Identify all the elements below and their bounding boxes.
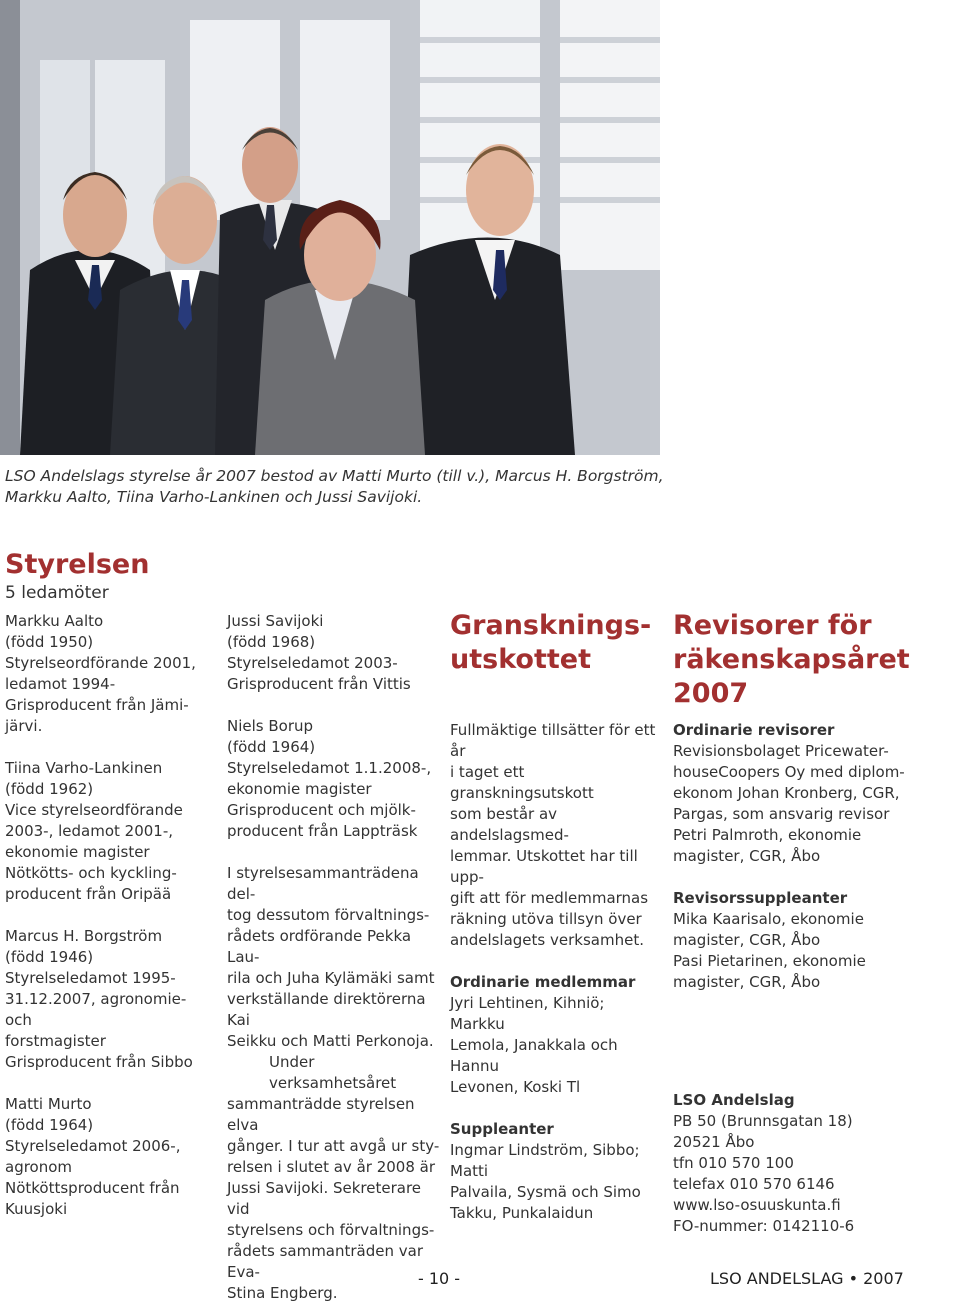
paragraph-line: rila och Juha Kylämäki samt xyxy=(227,969,435,987)
revisorer-section xyxy=(673,609,958,993)
photo-caption: LSO Andelslags styrelse år 2007 bestod av Matti Murto (till v.), Marcus H. Borgström, Markku Aalto, Tiina Varho-Lankinen och Jussi Savijoki. xyxy=(5,467,664,506)
paragraph-line: Mika Kaarisalo, ekonomie xyxy=(673,910,864,928)
publication-footer: LSO ANDELSLAG • 2007 xyxy=(710,1269,904,1288)
board-year-summary xyxy=(227,1052,445,1304)
member-line: Nötköttsproducent från xyxy=(5,1179,180,1197)
paragraph-line: Takku, Punkalaidun xyxy=(450,1204,594,1222)
contact-fax: telefax 010 570 6146 xyxy=(673,1175,835,1193)
contact-business-id: FO-nummer: 0142110-6 xyxy=(673,1217,855,1235)
granskning-title xyxy=(450,609,662,677)
revisorer-title-line: Revisorer för xyxy=(673,610,872,641)
revisorer-title xyxy=(673,609,958,711)
styrelsen-header xyxy=(5,548,149,604)
member-line: Styrelseledamot 2003- xyxy=(227,654,398,672)
paragraph-line: rådets sammanträden var Eva- xyxy=(227,1242,424,1281)
member-line: Marcus H. Borgström xyxy=(5,927,163,945)
member-markku-aalto xyxy=(5,611,215,737)
paragraph-line: rådets ordförande Pekka Lau- xyxy=(227,927,412,966)
member-line: producent från Oripää xyxy=(5,885,172,903)
contact-phone: tfn 010 570 100 xyxy=(673,1154,794,1172)
member-jussi-savijoki xyxy=(227,611,445,695)
member-line: (född 1950) xyxy=(5,633,94,651)
member-niels-borup xyxy=(227,716,445,842)
member-line: agronom xyxy=(5,1158,73,1176)
paragraph-line: Palvaila, Sysmä och Simo xyxy=(450,1183,641,1201)
paragraph-line: ekonom Johan Kronberg, CGR, xyxy=(673,784,900,802)
paragraph-line: gift att för medlemmarnas xyxy=(450,889,649,907)
member-line: Matti Murto xyxy=(5,1095,92,1113)
board-members-column-1 xyxy=(5,611,215,1220)
member-line: Niels Borup xyxy=(227,717,314,735)
member-line: (född 1946) xyxy=(5,948,94,966)
paragraph-line: som består av andelslagsmed- xyxy=(450,805,569,844)
member-line: Styrelseledamot 1995- xyxy=(5,969,176,987)
paragraph-line: houseCoopers Oy med diplom- xyxy=(673,763,905,781)
paragraph-line: i taget ett granskningsutskott xyxy=(450,763,594,802)
member-line: (född 1964) xyxy=(227,738,316,756)
member-line: ekonomie magister xyxy=(227,780,372,798)
member-line: ekonomie magister xyxy=(5,843,150,861)
styrelsen-title: Styrelsen xyxy=(5,549,150,580)
member-matti-murto xyxy=(5,1094,215,1220)
granskningsutskottet-section xyxy=(450,609,662,1224)
page-number: - 10 - xyxy=(418,1269,461,1288)
member-line: Kuusjoki xyxy=(5,1200,68,1218)
member-line: Grisproducent från Jämi- xyxy=(5,696,189,714)
contact-block xyxy=(673,1090,958,1237)
paragraph-line: verkställande direktörerna Kai xyxy=(227,990,426,1029)
member-line: (född 1962) xyxy=(5,780,94,798)
member-line: Styrelseledamot 2006-, xyxy=(5,1137,181,1155)
paragraph-line: gånger. I tur att avgå ur sty- xyxy=(227,1137,440,1155)
board-photo xyxy=(0,0,660,455)
member-line: Grisproducent från Sibbo xyxy=(5,1053,193,1071)
granskning-suppleanter-heading: Suppleanter xyxy=(450,1120,554,1138)
member-line: producent från Lappträsk xyxy=(227,822,418,840)
member-line: Nötkötts- och kyckling- xyxy=(5,864,177,882)
paragraph-line: Petri Palmroth, ekonomie xyxy=(673,826,862,844)
member-line: Grisproducent och mjölk- xyxy=(227,801,416,819)
paragraph-line: Pasi Pietarinen, ekonomie xyxy=(673,952,866,970)
paragraph-line: Ingmar Lindström, Sibbo; Matti xyxy=(450,1141,640,1180)
member-line: järvi. xyxy=(5,717,43,735)
paragraph-line: Levonen, Koski Tl xyxy=(450,1078,581,1096)
board-members-column-2 xyxy=(227,611,445,1304)
paragraph-line: magister, CGR, Åbo xyxy=(673,847,821,865)
paragraph-line: relsen i slutet av år 2008 är xyxy=(227,1158,436,1176)
paragraph-line: Under verksamhetsåret xyxy=(269,1053,397,1092)
member-line: forstmagister xyxy=(5,1032,106,1050)
member-marcus-borgstrom xyxy=(5,926,215,1073)
paragraph-line: Jussi Savijoki. Sekreterare vid xyxy=(227,1179,422,1218)
revisorer-title-line: räkenskapsåret xyxy=(673,644,910,675)
revisorer-title-line: 2007 xyxy=(673,678,749,709)
member-line: Vice styrelseordförande xyxy=(5,801,183,819)
paragraph-line: tog dessutom förvaltnings- xyxy=(227,906,430,924)
paragraph-line: styrelsens och förvaltnings- xyxy=(227,1221,435,1239)
contact-address: PB 50 (Brunnsgatan 18) xyxy=(673,1112,853,1130)
paragraph-line: Fullmäktige tillsätter för ett år xyxy=(450,721,656,760)
member-tiina-varho-lankinen xyxy=(5,758,215,905)
paragraph-line: Lemola, Janakkala och Hannu xyxy=(450,1036,618,1075)
paragraph-line: lemmar. Utskottet har till upp- xyxy=(450,847,638,886)
paragraph-line: räkning utöva tillsyn över xyxy=(450,910,642,928)
member-line: 2003-, ledamot 2001-, xyxy=(5,822,174,840)
member-line: 31.12.2007, agronomie- och xyxy=(5,990,187,1029)
paragraph-line: Pargas, som ansvarig revisor xyxy=(673,805,890,823)
member-line: Markku Aalto xyxy=(5,612,104,630)
revisorer-suppleant-heading: Revisorssuppleanter xyxy=(673,889,848,907)
member-line: Tiina Varho-Lankinen xyxy=(5,759,163,777)
granskning-intro xyxy=(450,720,662,951)
board-photo-illustration xyxy=(0,0,660,455)
styrelsen-subtitle: 5 ledamöter xyxy=(5,583,109,603)
member-line: Grisproducent från Vittis xyxy=(227,675,411,693)
paragraph-line: magister, CGR, Åbo xyxy=(673,931,821,949)
member-line: Styrelseordförande 2001, xyxy=(5,654,196,672)
member-line: ledamot 1994- xyxy=(5,675,116,693)
board-meeting-participants xyxy=(227,863,445,1052)
member-line: (född 1964) xyxy=(5,1116,94,1134)
paragraph-line: Seikku och Matti Perkonoja. xyxy=(227,1032,434,1050)
paragraph-line: Revisionsbolaget Pricewater- xyxy=(673,742,889,760)
granskning-title-line: Gransknings- xyxy=(450,610,652,641)
contact-name: LSO Andelslag xyxy=(673,1091,795,1109)
paragraph-line: magister, CGR, Åbo xyxy=(673,973,821,991)
paragraph-line: andelslagets verksamhet. xyxy=(450,931,644,949)
revisorer-ordinarie-heading: Ordinarie revisorer xyxy=(673,721,835,739)
granskning-title-line: utskottet xyxy=(450,644,592,675)
member-line: Styrelseledamot 1.1.2008-, xyxy=(227,759,432,777)
paragraph-line: I styrelsesammanträdena del- xyxy=(227,864,419,903)
member-line: (född 1968) xyxy=(227,633,316,651)
paragraph-line: Jyri Lehtinen, Kihniö; Markku xyxy=(450,994,605,1033)
paragraph-line: Stina Engberg. xyxy=(227,1284,338,1302)
paragraph-line: sammanträdde styrelsen elva xyxy=(227,1095,415,1134)
contact-website-link[interactable]: www.lso-osuuskunta.fi xyxy=(673,1196,841,1214)
granskning-ordinarie-heading: Ordinarie medlemmar xyxy=(450,973,636,991)
contact-postal: 20521 Åbo xyxy=(673,1133,755,1151)
member-line: Jussi Savijoki xyxy=(227,612,324,630)
